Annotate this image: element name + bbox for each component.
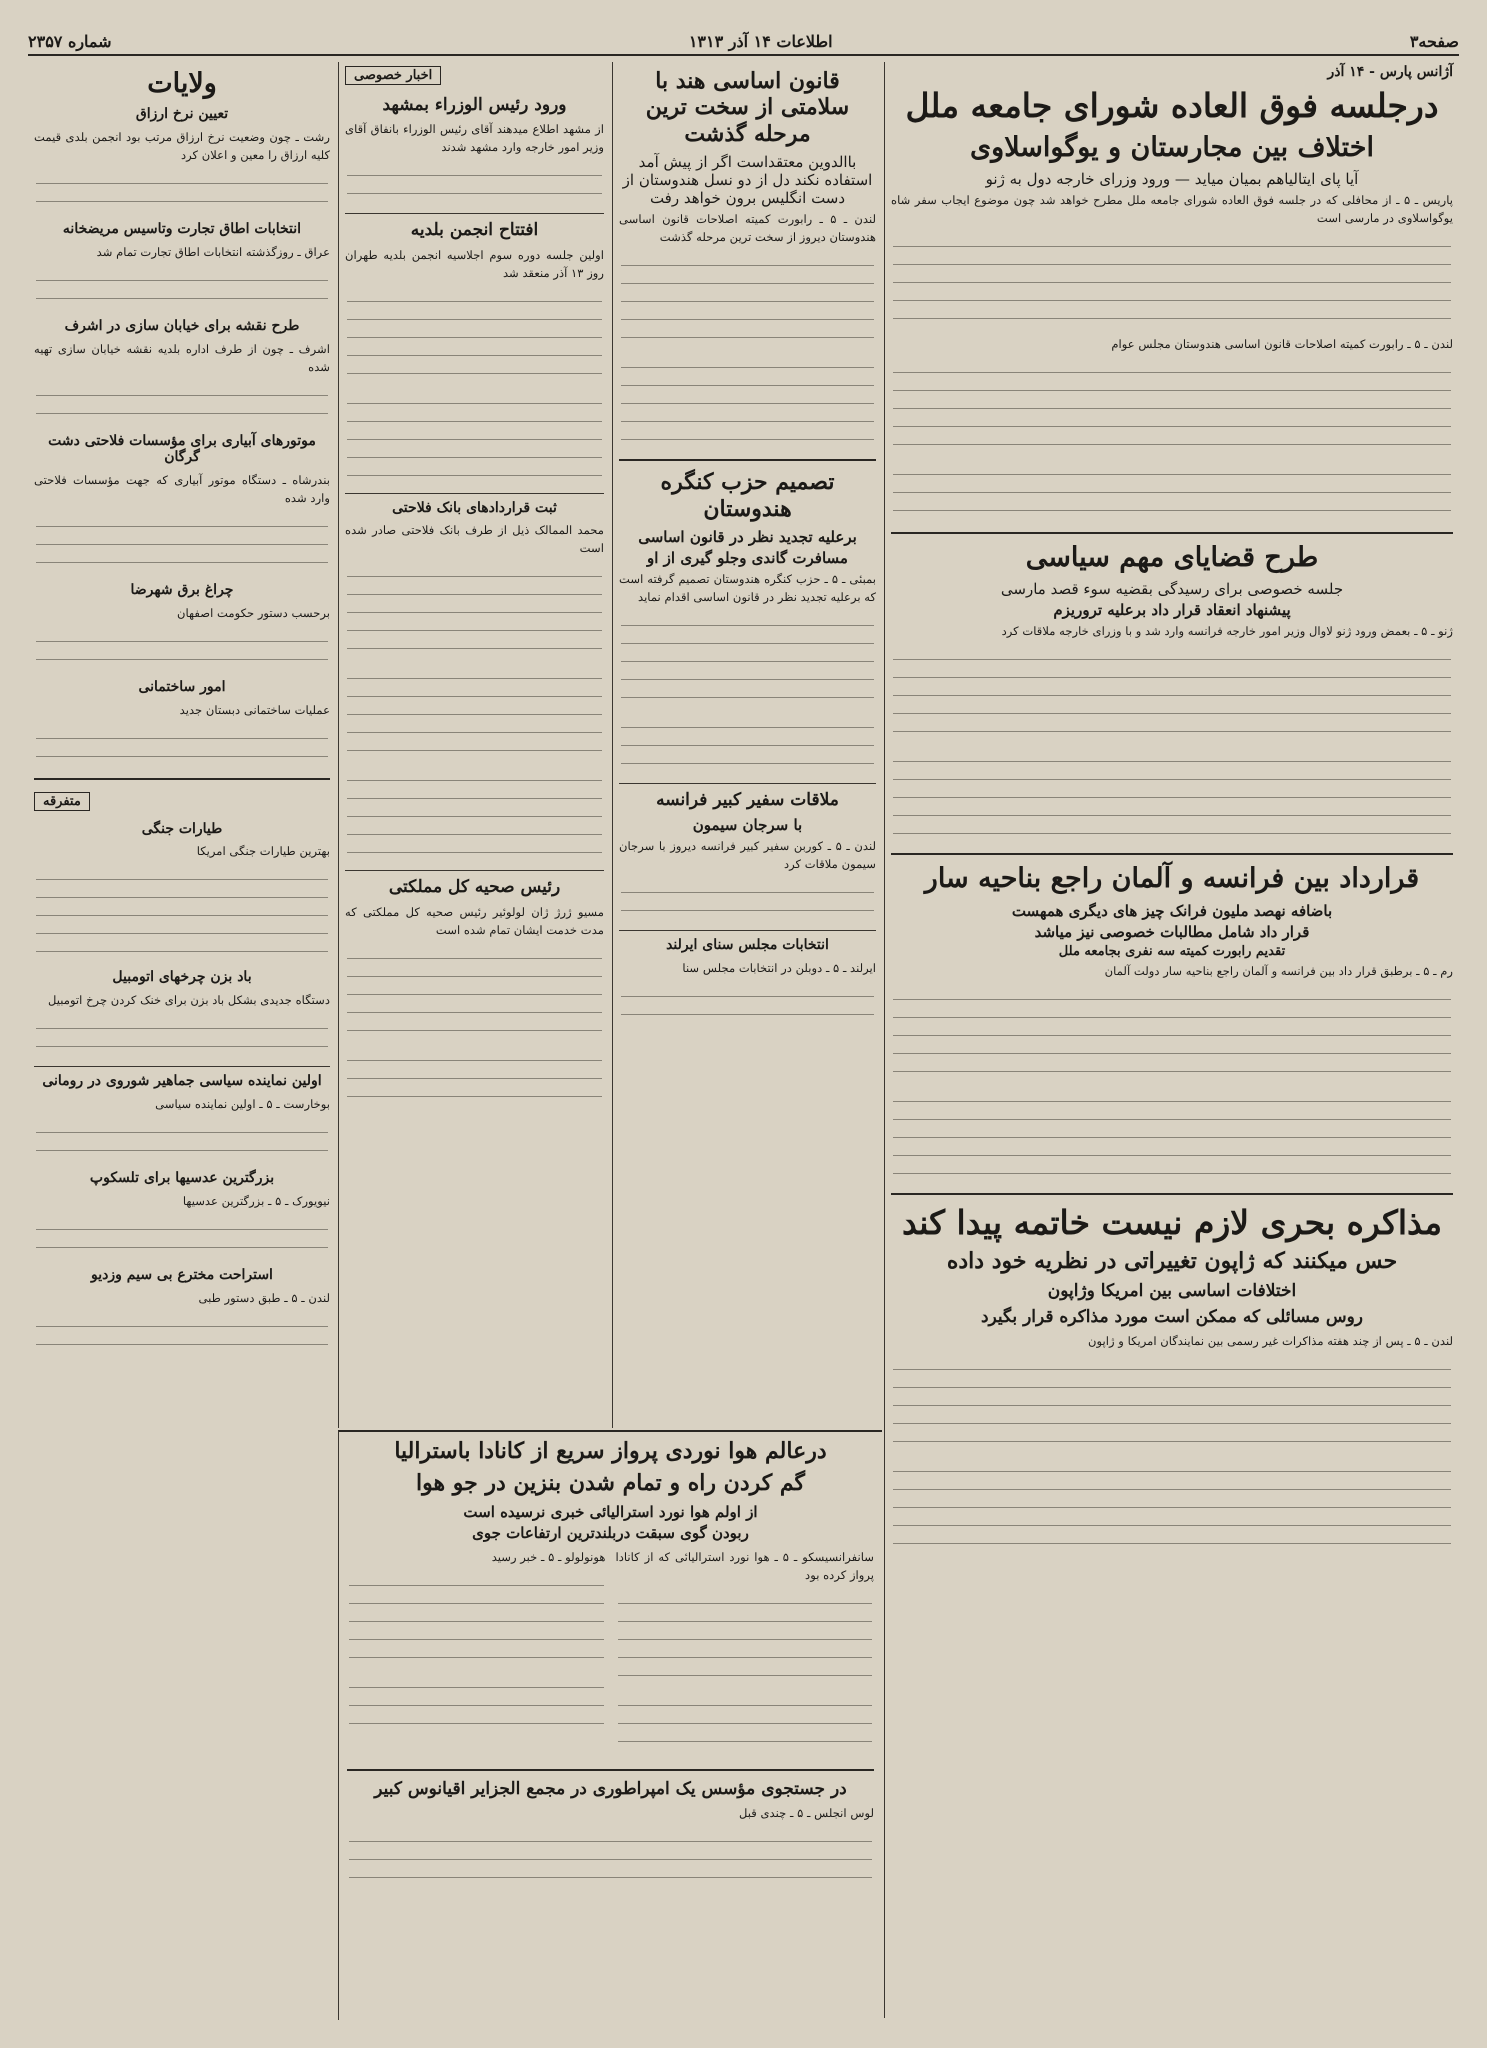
text-block	[36, 1016, 328, 1060]
text-block	[621, 253, 874, 349]
headline-war-planes: طیارات جنگی	[141, 820, 223, 837]
text-block	[621, 715, 874, 777]
subhead-japan: حس میکنند که ژاپون تغییراتی در نظریه خود داده	[946, 1248, 1398, 1275]
text-block	[36, 1120, 328, 1164]
article-paragraph: پاریس ـ ۵ ـ از محافلی که در جلسه فوق العاده شورای جامعه ملل مطرح خواهد شد چون موضوع ایجاب سفر شاه یوگواسلاوی در مارسی است	[891, 192, 1453, 225]
article-paragraph: لندن ـ ۵ ـ طبق دستور طبی	[198, 1290, 330, 1305]
column-provinces	[28, 62, 336, 2018]
divider	[34, 1066, 330, 1067]
text-block	[36, 1314, 328, 1358]
article-paragraph: عراق ـ روزگذشته انتخابات اطاق تجارت تمام شد	[96, 244, 330, 259]
text-block	[893, 234, 1451, 330]
subhead-terrorism: پیشنهاد انعقاد قرار داد برعلیه تروریزم	[1053, 601, 1291, 620]
subhead-altitude: ربودن گوی سبقت دربلندترین ارتفاعات جوی	[472, 1523, 749, 1542]
headline-naval-talks: مذاکره بحری لازم نیست خاتمه پیدا کند	[901, 1202, 1443, 1242]
divider	[619, 930, 876, 931]
text-block	[347, 1048, 602, 1110]
column-india	[612, 62, 882, 1428]
article-paragraph: محمد الممالک ذیل از طرف بانک فلاحتی صادر شده است	[345, 523, 604, 556]
text-block	[893, 1089, 1451, 1185]
text-block	[893, 1459, 1451, 1555]
text-block	[347, 946, 602, 1042]
text-block	[893, 1357, 1451, 1453]
article-paragraph: عملیات ساختمانی دبستان جدید	[179, 702, 330, 717]
headline-pm-mashhad: ورود رئیس الوزراء بمشهد	[382, 95, 567, 115]
subhead-topics: روس مسائلی که ممکن است مورد مذاکره قرار بگیرد	[980, 1306, 1364, 1327]
text-block	[349, 1829, 872, 1891]
text-block	[621, 984, 874, 1028]
headline-league-session: درجلسه فوق العاده شورای جامعه ملل	[905, 86, 1439, 125]
article-paragraph: رم ـ ۵ ـ برطبق قرار داد بین فرانسه و آلمان راجع بناحیه سار دولت آلمان	[1104, 963, 1453, 978]
subhead-private-claims: قرار داد شامل مطالبات خصوصی نیز میاشد	[1034, 922, 1310, 941]
text-block	[893, 749, 1451, 845]
headline-street-plan: طرح نقشه برای خیابان سازی در اشرف	[64, 317, 300, 334]
article-paragraph: نیویورک ـ ۵ ـ بزرگترین عدسیها	[182, 1193, 330, 1208]
headline-prices: تعیین نرخ ارزاق	[135, 106, 229, 123]
headline-electric-light: چراغ برق شهرضا	[130, 582, 234, 599]
subhead-private-session: جلسه خصوصی برای رسیدگی بقضیه سوء قصد مارسی	[1000, 580, 1344, 599]
headline-saar-agreement: قرارداد بین فرانسه و آلمان راجع بناحیه سار	[924, 863, 1420, 895]
subhead-no-news: از اولم هوا نورد استرالیائی خبری نرسیده است	[463, 1502, 758, 1521]
headline-aviation: درعالم هوا نوردی پرواز سریع از کانادا باسترالیا	[394, 1438, 827, 1464]
text-block	[347, 768, 602, 864]
subhead-committee: تقدیم رابورت کمیته سه نفری بجامعه ملل	[1058, 943, 1286, 959]
headline-bank-contracts: ثبت قراردادهای بانک فلاحتی	[392, 499, 557, 516]
text-block	[893, 987, 1451, 1083]
divider	[891, 853, 1453, 855]
section-tag: اخبار خصوصی	[345, 66, 441, 85]
article-paragraph: هونولولو ـ ۵ ـ خبر رسید	[491, 1549, 606, 1564]
subhead-differences: اختلافات اساسی بین امریکا وژاپون	[1047, 1280, 1297, 1301]
headline-car-fan: باد بزن چرخهای اتومبیل	[112, 969, 252, 986]
kicker: آژانس پارس - ۱۴ آذر	[1327, 64, 1453, 80]
article-paragraph: رشت ـ چون وضعیت نرخ ارزاق مرتب بود انجمن بلدی قیمت کلیه ارزاق را معین و اعلان کرد	[34, 130, 330, 163]
text-block	[347, 391, 602, 487]
text-block	[349, 1573, 604, 1669]
divider	[345, 213, 604, 214]
article-paragraph: ایرلند ـ ۵ ـ دوبلن در انتخابات مجلس سنا	[682, 960, 876, 975]
text-block	[347, 163, 602, 207]
headline-radio-inventor: استراحت مخترع بی سیم وزدیو	[91, 1266, 273, 1283]
subhead-francs: باضافه نهصد ملیون فرانک چیز های دیگری همهست	[1011, 901, 1333, 920]
headline-construction: امور ساختمانی	[138, 678, 226, 695]
divider	[345, 870, 604, 871]
text-block	[618, 1693, 873, 1755]
date-line: اطلاعات ۱۴ آذر ۱۳۱۳	[688, 31, 833, 51]
text-block	[36, 867, 328, 963]
divider	[347, 1769, 874, 1771]
article-paragraph: اولین جلسه دوره سوم اجلاسیه انجمن بلدیه طهران روز ۱۳ آذر منعقد شد	[345, 247, 604, 280]
text-block	[36, 629, 328, 673]
headline-irrigation: موتورهای آبیاری برای مؤسسات فلاحتی دشت گرگان	[48, 432, 316, 466]
divider	[619, 459, 876, 461]
headline-telescope: بزرگترین عدسیها برای تلسکوپ	[89, 1169, 275, 1186]
subhead-revision: برعلیه تجدید نظر در قانون اساسی	[638, 527, 857, 546]
section-tag: متفرقه	[34, 792, 90, 811]
article-paragraph: سانفرانسیسکو ـ ۵ ـ هوا نورد استرالیائی که از کانادا پرواز کرده بود	[615, 1549, 874, 1582]
article-paragraph: از مشهد اطلاع میدهند آقای رئیس الوزراء بانفاق آقای وزیر امور خارجه وارد مشهد شدند	[345, 122, 604, 155]
headline-chamber-elections: انتخابات اطاق تجارت وتاسیس مریضخانه	[62, 221, 302, 238]
article-paragraph: مسیو ژرژ ژان لولوئیر رئیس صحیه کل مملکتی که مدت خدمت ایشان تمام شده است	[345, 904, 604, 937]
headline-india-constitution: قانون اساسی هند با سلامتی از سخت ترین مرحله گذشت	[645, 68, 850, 147]
text-block	[347, 666, 602, 762]
article-paragraph: لندن ـ ۵ ـ رابورت کمیته اصلاحات قانون اساسی هندوستان مجلس عوام	[1111, 336, 1453, 351]
text-block	[618, 1591, 873, 1687]
subhead-hungary-yugoslavia: اختلاف بین مجارستان و یوگواسلاوی	[970, 131, 1374, 163]
column-private-news	[338, 62, 610, 1428]
subhead-simon: با سرجان سیمون	[692, 816, 803, 835]
text-block	[36, 268, 328, 312]
text-block	[36, 383, 328, 427]
text-block	[349, 1675, 604, 1737]
article-paragraph: دستگاه جدیدی بشکل باد بزن برای خنک کردن چرخ اتومبیل	[47, 993, 330, 1008]
text-block	[893, 360, 1451, 456]
headline-soviet-envoy: اولین نماینده سیاسی جماهیر شوروی در رومانی	[42, 1073, 322, 1090]
divider	[891, 532, 1453, 534]
article-paragraph: بمبئی ـ ۵ ـ حزب کنگره هندوستان تصمیم گرفته است که برعلیه تجدید نظر در قانون اساسی اقدام نماید	[619, 571, 876, 604]
page-label: صفحه۳	[1409, 31, 1459, 51]
article-paragraph: برحسب دستور حکومت اصفهان	[176, 605, 330, 620]
headline-irish-senate: انتخابات مجلس سنای ایرلند	[666, 937, 829, 954]
subhead-baldwin: باالدوین معتقداست اگر از پیش آمد استفاده نکند دل از دو نسل هندوستان از دست انگلیس برون خواهد رفت	[622, 153, 873, 208]
text-block	[36, 1217, 328, 1261]
article-paragraph: لندن ـ ۵ ـ پس از چند هفته مذاکرات غیر رسمی بین نمایندگان امریکا و ژاپون	[1088, 1334, 1453, 1349]
text-block	[347, 289, 602, 385]
subhead-gandhi: مسافرت گاندی وجلو گیری از او	[647, 548, 848, 567]
text-block	[621, 613, 874, 709]
article-paragraph: بوخارست ـ ۵ ـ اولین نماینده سیاسی	[155, 1097, 330, 1112]
text-block	[893, 647, 1451, 743]
headline-council-opening: افتتاح انجمن بلدیه	[410, 220, 539, 241]
text-block	[36, 171, 328, 215]
text-block	[621, 355, 874, 451]
aviation-section	[338, 1430, 882, 2020]
divider	[619, 783, 876, 784]
issue-number: شماره ۲۳۵۷	[28, 31, 112, 51]
headline-political-issues: طرح قضایای مهم سیاسی	[1025, 541, 1319, 573]
article-paragraph: بهترین طیارات جنگی امریکا	[196, 844, 330, 859]
article-paragraph: لندن ـ ۵ ـ رابورت کمیته اصلاحات قانون اساسی هندوستان دیروز از سخت ترین مرحله گذشت	[619, 212, 876, 245]
headline-health-chief: رئیس صحیه کل مملکتی	[388, 877, 561, 898]
divider	[34, 778, 330, 780]
headline-congress-party: تصمیم حزب کنگره هندوستان	[660, 469, 835, 522]
article-paragraph: لوس انجلس ـ ۵ ـ چندی قبل	[738, 1806, 874, 1821]
masthead	[28, 28, 1459, 56]
headline-pacific-empire: در جستجوی مؤسس یک امپراطوری در مجمع الجزایر اقیانوس کبیر	[374, 1778, 847, 1799]
divider	[891, 1193, 1453, 1195]
headline-ambassador: ملاقات سفیر کبیر فرانسه	[656, 789, 839, 810]
text-block	[36, 726, 328, 770]
headline-provinces: ولایات	[147, 68, 217, 99]
article-paragraph: ژنو ـ ۵ ـ بعمض ورود ژنو لاوال وزیر امور خارجه فرانسه وارد شد و با وزرای خارجه ملاقات کرد	[1001, 624, 1453, 639]
article-paragraph: اشرف ـ چون از طرف اداره بلدیه نقشه خیابان سازی تهیه شده	[34, 341, 330, 374]
text-block	[36, 514, 328, 576]
divider	[345, 493, 604, 494]
article-paragraph: لندن ـ ۵ ـ کوربن سفیر کبیر فرانسه دیروز با سرجان سیمون ملاقات کرد	[619, 839, 876, 872]
article-paragraph: بندرشاه ـ دستگاه موتور آبیاری که جهت مؤسسات فلاحتی وارد شده	[34, 473, 330, 506]
text-block	[347, 564, 602, 660]
text-block	[621, 880, 874, 924]
subhead-italy: آیا پای ایتالیاهم بمیان میاید — ورود وزرای خارجه دول به ژنو	[985, 169, 1359, 188]
subhead-lost-route: گم کردن راه و تمام شدن بنزین در جو هوا	[415, 1470, 806, 1497]
text-block	[893, 462, 1451, 524]
column-foreign-news	[884, 62, 1459, 2018]
